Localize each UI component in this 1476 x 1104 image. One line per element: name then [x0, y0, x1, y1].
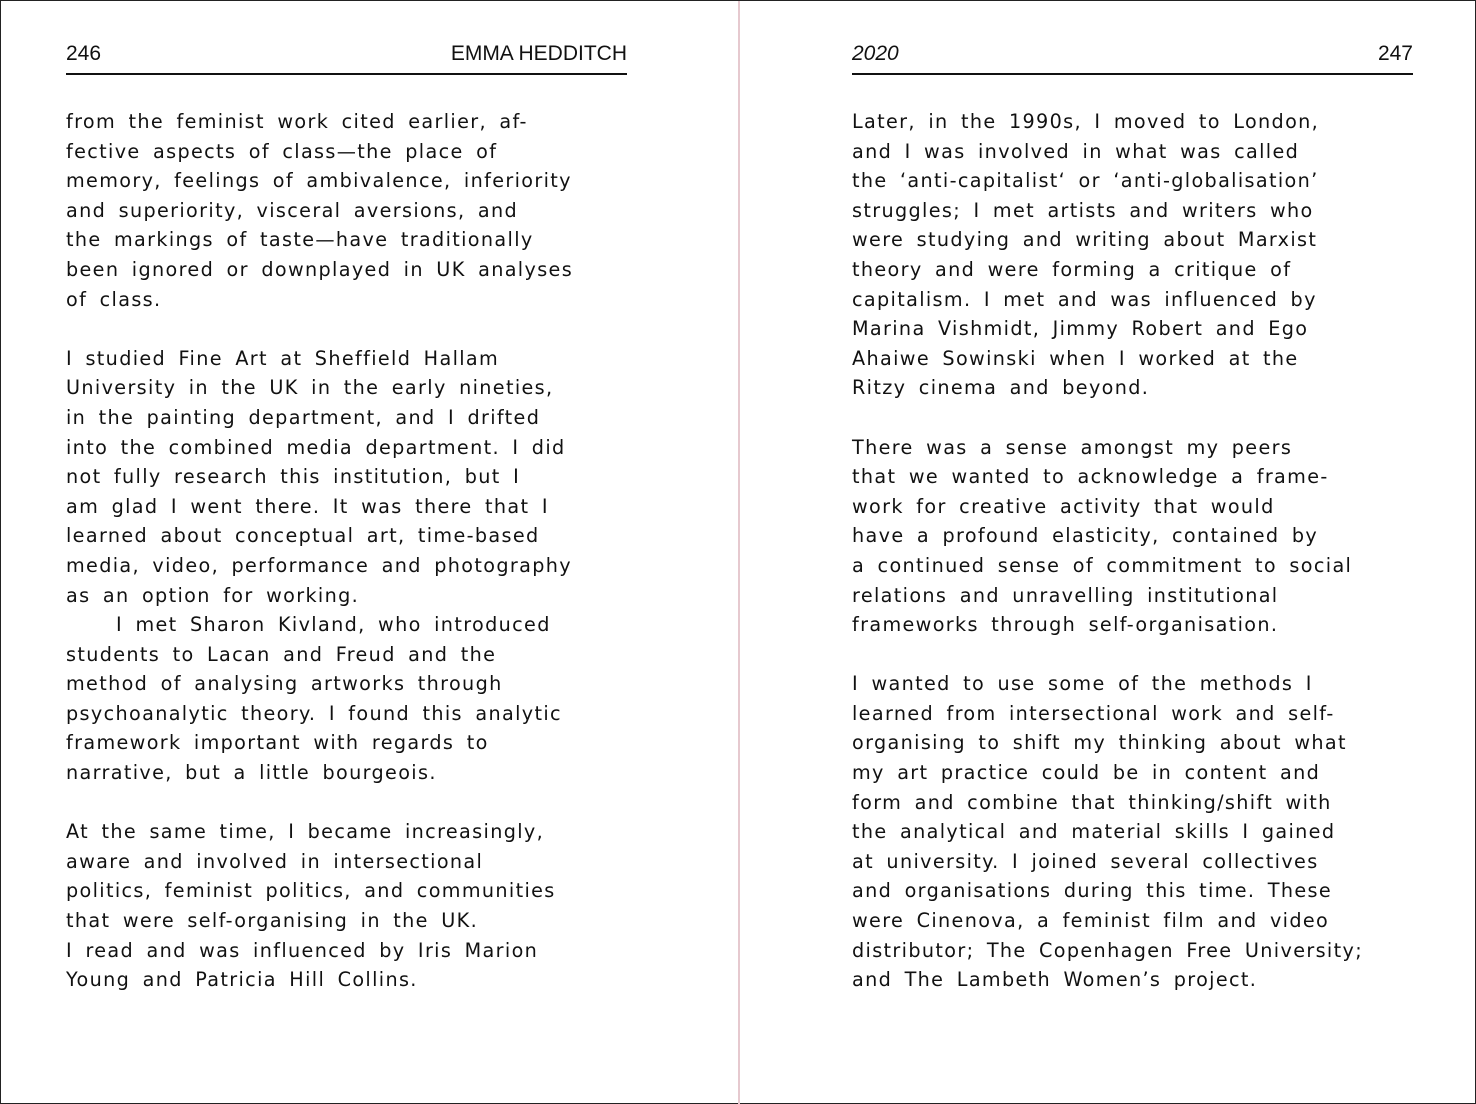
left-page-number: 246 [66, 42, 102, 65]
body-line: and superiority, visceral aversions, and [66, 198, 519, 222]
body-line: University in the UK in the early nineties, [66, 376, 554, 400]
body-line: method of analysing artworks through [66, 672, 503, 696]
body-line: into the combined media department. I did [66, 435, 566, 459]
body-line: the markings of taste—have traditionally [66, 228, 534, 252]
body-line: a continued sense of commitment to social [852, 553, 1353, 577]
body-line: learned about conceptual art, time-based [66, 524, 540, 548]
body-line: I read and was influenced by Iris Marion [66, 938, 539, 962]
paragraph-gap [66, 314, 627, 344]
body-line: Marina Vishmidt, Jimmy Robert and Ego [852, 317, 1309, 341]
body-line: aware and involved in intersectional [66, 849, 484, 873]
body-line: struggles; I met artists and writers who [852, 198, 1314, 222]
paragraph-gap [66, 788, 627, 818]
body-line: framework important with regards to [66, 731, 489, 755]
paragraph-gap [852, 640, 1413, 670]
body-line: There was a sense amongst my peers [852, 435, 1293, 459]
body-line: the ‘anti-capitalist‘ or ‘anti-globalisation’ [852, 169, 1319, 193]
right-page-number: 247 [1377, 42, 1413, 65]
body-line: were Cinenova, a feminist film and video [852, 909, 1330, 933]
body-line: were studying and writing about Marxist [852, 228, 1318, 252]
left-page-body [66, 107, 627, 995]
left-running-title: EMMA HEDDITCH [450, 42, 627, 65]
body-line: At the same time, I became increasingly, [66, 820, 545, 844]
body-line: and I was involved in what was called [852, 139, 1300, 163]
body-line: fective aspects of class—the place of [66, 139, 498, 163]
body-line: distributor; The Copenhagen Free University; [852, 938, 1364, 962]
body-line: organising to shift my thinking about what [852, 731, 1347, 755]
right-running-head [852, 39, 1413, 75]
body-line: from the feminist work cited earlier, af- [66, 110, 528, 133]
body-line: and The Lambeth Women’s project. [852, 968, 1258, 992]
body-line: been ignored or downplayed in UK analyses [66, 257, 574, 281]
body-line: in the painting department, and I drifted [66, 405, 541, 429]
body-line: narrative, but a little bourgeois. [66, 761, 437, 785]
body-line: not fully research this institution, but I [66, 465, 521, 489]
body-line: form and combine that thinking/shift with [852, 790, 1332, 814]
body-line: frameworks through self-organisation. [852, 613, 1279, 637]
right-page-body [852, 107, 1413, 995]
body-line: have a profound elasticity, contained by [852, 524, 1319, 548]
right-running-title: 2020 [852, 42, 899, 65]
body-line: that we wanted to acknowledge a frame- [852, 465, 1329, 489]
book-gutter [738, 1, 740, 1104]
body-line: am glad I went there. It was there that I [66, 494, 549, 518]
body-line: media, video, performance and photography [66, 553, 572, 577]
body-line: relations and unravelling institutional [852, 583, 1279, 607]
body-line: my art practice could be in content and [852, 761, 1321, 785]
body-line: politics, feminist politics, and communities [66, 879, 556, 903]
body-line-indented: I met Sharon Kivland, who introduced [116, 613, 551, 637]
body-line: Later, in the 1990s, I moved to London, [852, 110, 1320, 133]
body-line: Ahaiwe Sowinski when I worked at the [852, 346, 1299, 370]
body-line: Ritzy cinema and beyond. [852, 376, 1150, 400]
body-line: of class. [66, 287, 162, 311]
body-line: and organisations during this time. These [852, 879, 1333, 903]
body-line: memory, feelings of ambivalence, inferiority [66, 169, 572, 193]
body-line: students to Lacan and Freud and the [66, 642, 497, 666]
body-line: that were self-organising in the UK. [66, 909, 479, 933]
paragraph-gap [852, 403, 1413, 433]
body-line: learned from intersectional work and self- [852, 701, 1335, 725]
body-line: I studied Fine Art at Sheffield Hallam [66, 346, 500, 370]
body-line: work for creative activity that would [852, 494, 1275, 518]
left-running-head [66, 39, 627, 75]
body-line: theory and were forming a critique of [852, 257, 1292, 281]
body-line: at university. I joined several collectives [852, 849, 1319, 873]
body-line: I wanted to use some of the methods I [852, 672, 1313, 696]
body-line: capitalism. I met and was influenced by [852, 287, 1317, 311]
body-line: psychoanalytic theory. I found this analytic [66, 701, 562, 725]
body-line: Young and Patricia Hill Collins. [66, 968, 418, 992]
body-line: the analytical and material skills I gained [852, 820, 1336, 844]
body-line: as an option for working. [66, 583, 360, 607]
